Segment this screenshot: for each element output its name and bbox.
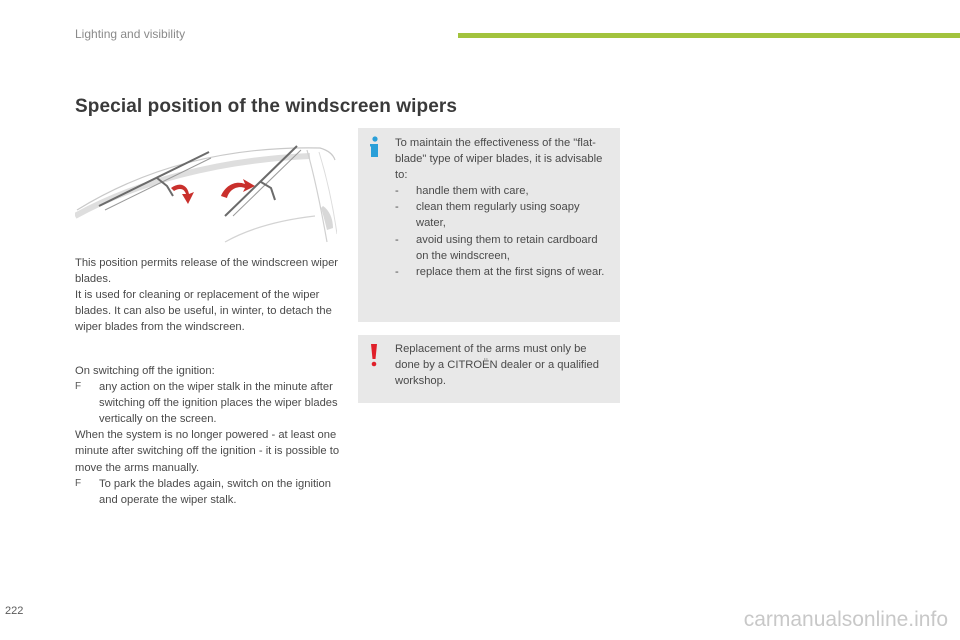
procedure-step [75,476,345,508]
wiper-illustration [75,138,337,246]
intro-line: It is used for cleaning or replacement of the wiper blades. It can also be useful, in winter, to detach the wiper blades from the windscreen. [75,289,332,334]
list-item-text: handle them with care, [416,185,529,198]
info-intro: To maintain the effectiveness of the "flat-blade" type of wiper blades, it is advisable to: [395,137,603,182]
dash-mark: - [395,233,399,246]
list-item-text: clean them regularly using soapy water, [416,201,580,230]
procedure-step [75,379,345,427]
info-icon [369,136,381,158]
exclamation-icon [369,343,379,367]
procedure-step-text: To park the blades again, switch on the ignition and operate the wiper stalk. [99,477,331,506]
procedure-step-text: any action on the wiper stalk in the minute after switching off the ignition places the wiper blades vertically on the screen. [99,381,338,426]
list-item [395,264,610,280]
section-accent-bar [458,33,960,38]
page-number: 222 [5,605,24,617]
info-text [395,135,610,280]
warning-box [358,335,620,403]
page-heading: Special position of the windscreen wipers [75,96,458,117]
info-box [358,128,620,322]
list-item [395,232,610,264]
procedure-middle: When the system is no longer powered - at least one minute after switching off the ignition - it is possible to move the arms manually. [75,429,340,474]
list-item [395,199,610,231]
list-item-text: replace them at the first signs of wear. [416,265,605,278]
list-item-text: avoid using them to retain cardboard on the windscreen, [416,233,598,262]
intro-text [75,255,345,335]
section-title: Lighting and visibility [75,27,186,41]
dash-mark: - [395,201,399,214]
dash-mark: - [395,185,399,198]
intro-line: This position permits release of the windscreen wiper blades. [75,257,339,286]
checkbox-bullet-icon: F [75,381,82,393]
warning-text: Replacement of the arms must only be done by a CITROËN dealer or a qualified workshop. [395,343,599,388]
procedure-lead: On switching off the ignition: [75,365,215,377]
procedure-text [75,363,345,508]
checkbox-bullet-icon: F [75,477,82,489]
watermark: carmanualsonline.info [743,608,948,631]
list-item [395,183,610,199]
dash-mark: - [395,265,399,278]
